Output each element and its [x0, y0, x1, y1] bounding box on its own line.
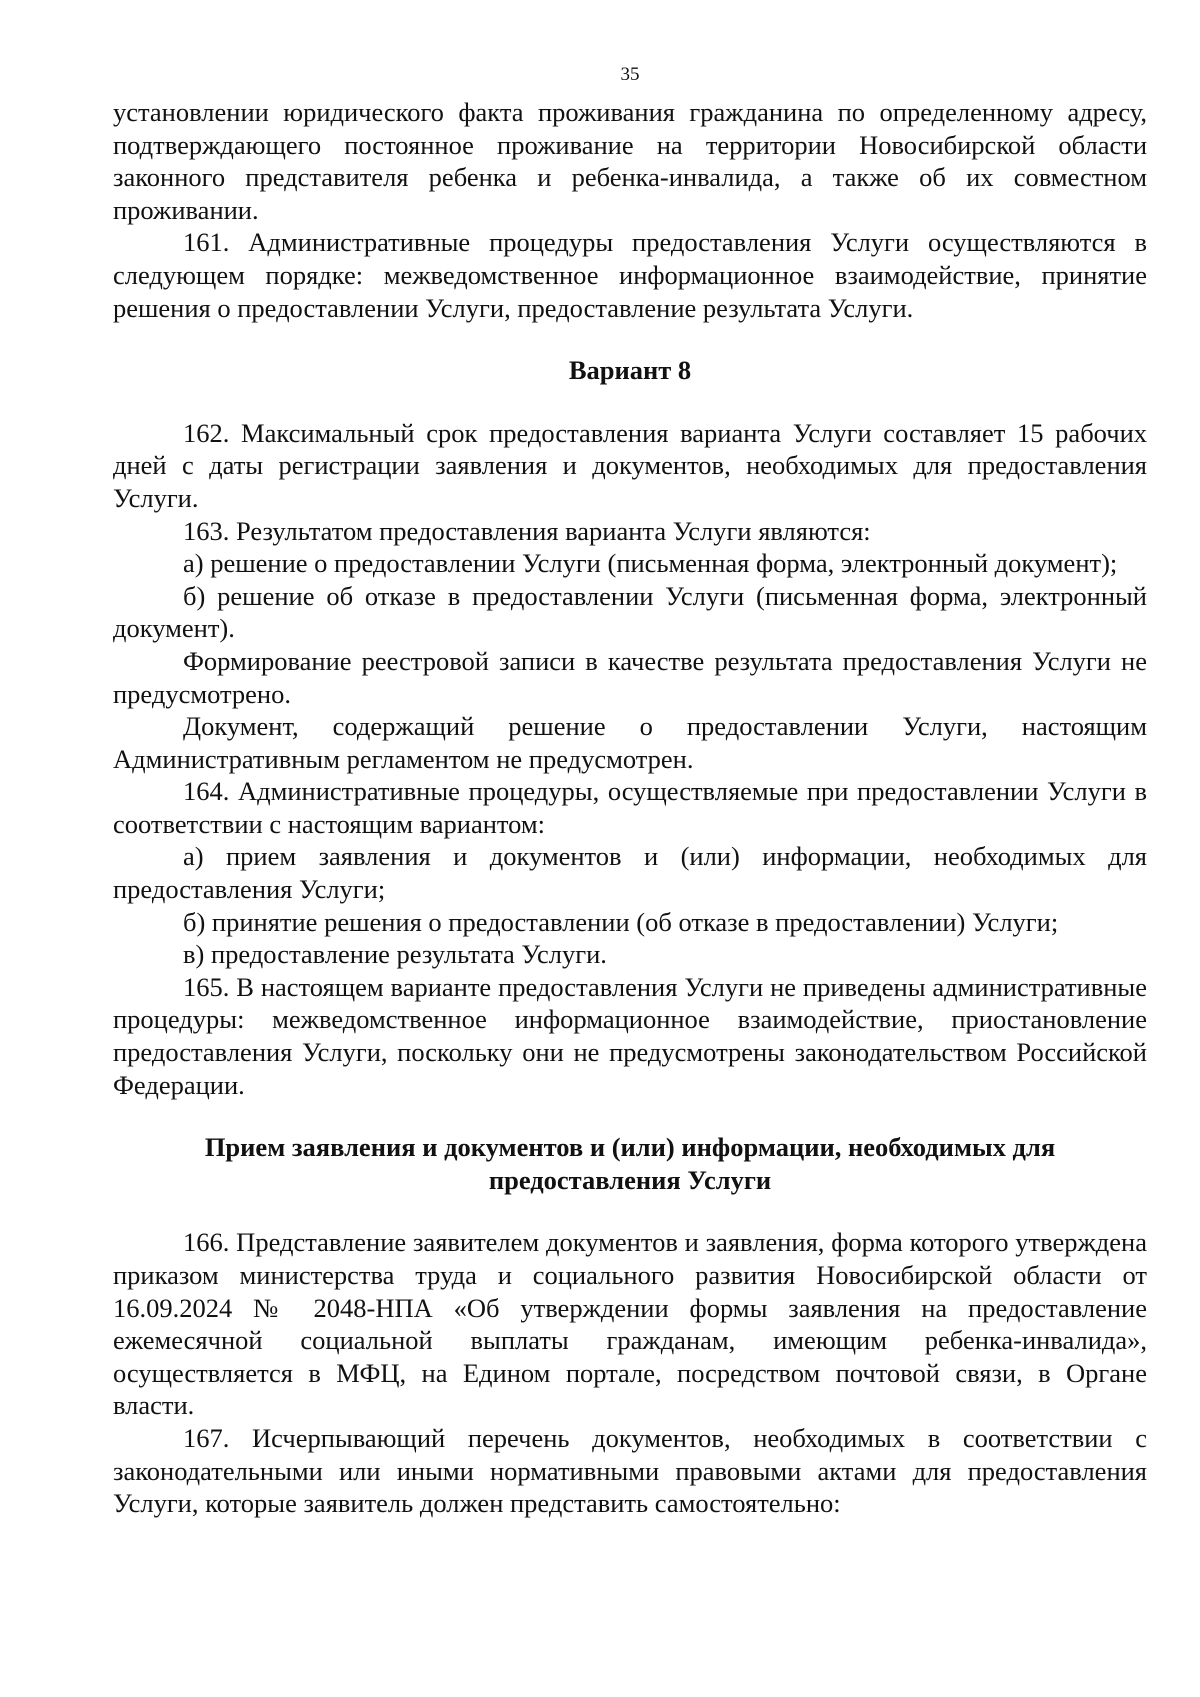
heading-application-intake: Прием заявления и документов и (или) информации, необходимых для предоставления Услуги — [204, 1132, 1056, 1195]
page-number: 35 — [620, 64, 640, 85]
paragraph-registry-record: Формирование реестровой записи в качестве результата предоставления Услуги не предусмотрено. — [113, 645, 1147, 709]
paragraph-continuation: установлении юридического факта проживания гражданина по определенному адресу, подтверждающего постоянное проживание на территории Новосибирской области законного представителя ребенка и ребенка-инвалида, а также об их совместном проживании. — [113, 97, 1147, 225]
paragraph-decision-document: Документ, содержащий решение о предоставлении Услуги, настоящим Административным регламентом не предусмотрен. — [113, 711, 1147, 774]
paragraph-161: 161. Административные процедуры предоставления Услуги осуществляются в следующем порядке: межведомственное информационное взаимодействие, принятие решения о предоставлении Услуги, предоставление результата Услуги. — [113, 227, 1147, 323]
paragraph-165: 165. В настоящем варианте предоставления Услуги не приведены административные процедуры: межведомственное информационное взаимодействие, приостановление предоставления Услуги, поскольку они не предусмотрены законодательством Российской Федерации. — [113, 971, 1147, 1100]
paragraph-163: 163. Результатом предоставления варианта Услуги являются: — [183, 515, 871, 546]
paragraph-166: 166. Представление заявителем документов и заявления, форма которого утверждена приказом министерства труда и социального развития Новосибирской области от 16.09.2024 № 2048-НПА «Об утверждении формы заявления на предоставление ежемесячной социальной выплаты гражданам, имеющим ребенка-инвалида», осуществляется в МФЦ, на Едином портале, посредством почтовой связи, в Органе власти. — [113, 1227, 1147, 1421]
paragraph-164-v: в) предоставление результата Услуги. — [183, 939, 607, 970]
paragraph-164: 164. Административные процедуры, осуществляемые при предоставлении Услуги в соответствии с настоящим вариантом: — [113, 776, 1147, 839]
paragraph-163-a: а) решение о предоставлении Услуги (письменная форма, электронный документ); — [183, 548, 1118, 579]
paragraph-162: 162. Максимальный срок предоставления варианта Услуги составляет 15 рабочих дней с даты регистрации заявления и документов, необходимых для предоставления Услуги. — [113, 417, 1147, 513]
paragraph-167: 167. Исчерпывающий перечень документов, необходимых в соответствии с законодательными или иными нормативными правовыми актами для предоставления Услуги, которые заявитель должен представить самостоятельно: — [113, 1422, 1147, 1519]
paragraph-164-a: а) прием заявления и документов и (или) информации, необходимых для предоставления Услуги; — [113, 841, 1147, 905]
paragraph-163-b: б) решение об отказе в предоставлении Услуги (письменная форма, электронный документ). — [113, 580, 1147, 644]
paragraph-164-b: б) принятие решения о предоставлении (об отказе в предоставлении) Услуги; — [183, 906, 1059, 937]
heading-variant-8: Вариант 8 — [568, 355, 692, 386]
